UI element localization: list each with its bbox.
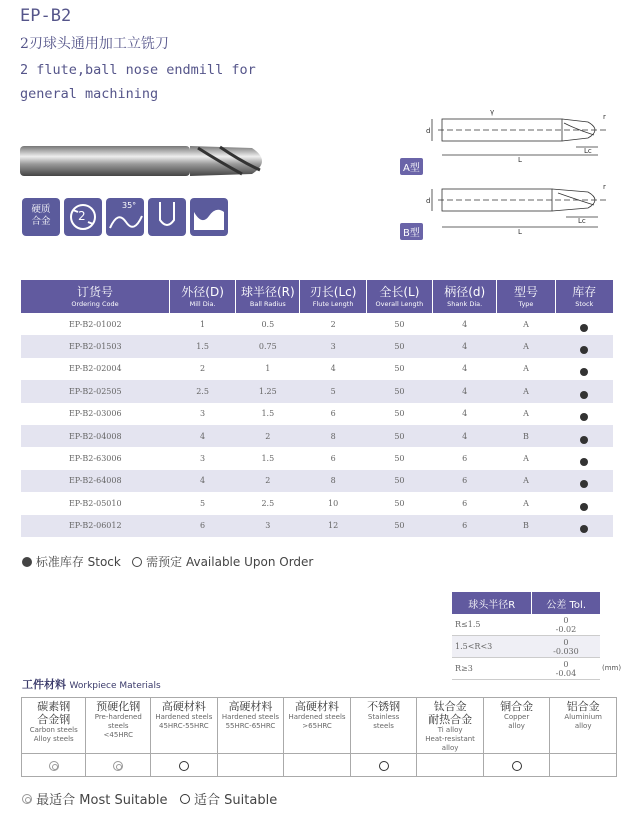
- type-b-label: B型: [400, 223, 423, 240]
- table-cell: 50: [394, 498, 405, 508]
- material-name-en: Copper alloy: [503, 713, 530, 730]
- table-cell: 6: [462, 498, 468, 508]
- table-cell: 6: [462, 454, 468, 464]
- table-cell: [555, 380, 613, 402]
- helix-angle-label: 35°: [122, 201, 137, 210]
- table-cell: 50: [366, 515, 432, 537]
- table-cell: 1.5: [261, 409, 275, 419]
- material-name-cn: 铝合金: [566, 700, 600, 713]
- table-cell: A: [523, 498, 529, 508]
- table-cell: EP-B2-04008: [21, 425, 169, 447]
- material-name-en: Hardened steels >65HRC: [288, 713, 346, 730]
- stock-dot-icon: [580, 368, 588, 376]
- table-cell: [555, 515, 613, 537]
- tol-header-radius: 球头半径R: [452, 592, 532, 614]
- table-cell: 2: [236, 425, 300, 447]
- stock-dot-icon: [580, 413, 588, 421]
- table-cell: EP-B2-01503: [21, 335, 169, 357]
- table-cell: [555, 335, 613, 357]
- table-cell: 3: [200, 409, 206, 419]
- product-table: [21, 280, 613, 537]
- material-header: [417, 698, 484, 754]
- table-cell: 1.5: [261, 454, 275, 464]
- legend-order: 需预定 Available Upon Order: [146, 555, 314, 569]
- material-name-cn: 钛合金 耐热合金: [428, 700, 473, 726]
- table-cell: 1.5: [169, 335, 235, 357]
- material-name-cn: 不锈钢: [367, 700, 401, 713]
- type-a-label: A型: [400, 158, 423, 175]
- material-name-en: Pre-hardened steels <45HRC: [94, 713, 142, 739]
- product-title-cn: 2刃球头通用加工立铣刀: [20, 36, 169, 52]
- material-name-en: Carbon steels Alloy steels: [29, 726, 78, 743]
- material-name-cn: 预硬化钢: [96, 700, 141, 713]
- product-table-header: [21, 280, 613, 313]
- material-header: [151, 698, 218, 754]
- table-cell: EP-B2-02505: [21, 380, 169, 402]
- material-name-cn: 碳素钢 合金钢: [37, 700, 71, 726]
- table-cell: EP-B2-63006: [68, 454, 122, 464]
- tol-row: R≤1.5 0 -0.02: [452, 614, 600, 636]
- table-cell: 50: [366, 425, 432, 447]
- table-cell: 50: [394, 409, 405, 419]
- stock-legend: [22, 553, 313, 570]
- table-cell: 5: [200, 498, 206, 508]
- table-cell: 3: [300, 335, 366, 357]
- table-cell: 3: [236, 515, 300, 537]
- table-row: [21, 403, 613, 425]
- material-name-en: Hardened steels 45HRC-55HRC: [155, 713, 213, 730]
- table-cell: 0.5: [261, 319, 275, 329]
- table-row: [21, 515, 613, 537]
- table-cell: 6: [433, 515, 497, 537]
- col-type: 型号 Type: [497, 280, 555, 313]
- materials-title: 工件材料 Workpiece Materials: [22, 678, 161, 691]
- table-cell: 4: [433, 380, 497, 402]
- table-cell: 8: [300, 470, 366, 492]
- table-cell: A: [523, 409, 529, 419]
- flute-count: 2: [78, 209, 86, 223]
- table-row: [21, 380, 613, 402]
- table-cell: [555, 470, 613, 492]
- table-cell: A: [497, 380, 555, 402]
- table-cell: 3: [200, 454, 206, 464]
- table-cell: [555, 358, 613, 380]
- material-name-en: Stainless steels: [367, 713, 400, 730]
- table-cell: 8: [300, 425, 366, 447]
- materials-table: [21, 697, 617, 777]
- table-cell: B: [497, 515, 555, 537]
- most-suitable-icon: [49, 761, 59, 771]
- product-title-en: 2 flute,ball nose endmill for general machining: [20, 62, 256, 102]
- table-cell: 50: [366, 335, 432, 357]
- col-mill-dia: 外径(D) Mill Dia.: [169, 280, 235, 313]
- table-cell: 4: [169, 470, 235, 492]
- stock-dot-icon: [580, 480, 588, 488]
- technical-drawing: [398, 105, 618, 245]
- stock-dot-icon: [580, 458, 588, 466]
- table-cell: 2: [200, 364, 206, 374]
- table-cell: [555, 492, 613, 514]
- stock-dot-icon: [580, 525, 588, 533]
- table-cell: A: [497, 335, 555, 357]
- table-row: [21, 335, 613, 357]
- table-cell: EP-B2-02004: [68, 364, 122, 374]
- table-row: [21, 358, 613, 380]
- material-header: [22, 698, 86, 754]
- table-row: [21, 470, 613, 492]
- table-cell: 6: [433, 470, 497, 492]
- helix-angle-icon: [106, 198, 144, 236]
- material-suitability: [483, 754, 549, 777]
- table-cell: 2: [330, 319, 336, 329]
- table-cell: 4: [462, 364, 468, 374]
- material-header: [217, 698, 284, 754]
- material-header: [550, 698, 617, 754]
- material-name-cn: 铜合金: [500, 700, 534, 713]
- table-cell: [555, 313, 613, 335]
- tol-row: 1.5<R<3 0 -0.030: [452, 636, 600, 658]
- suitable-icon: [379, 761, 389, 771]
- dim-gamma: γ: [490, 108, 495, 116]
- stock-dot-icon: [580, 346, 588, 354]
- table-cell: EP-B2-64008: [21, 470, 169, 492]
- stock-dot-icon: [580, 324, 588, 332]
- col-ordering-code: 订货号 Ordering Code: [21, 280, 169, 313]
- tolerance-table: [452, 592, 600, 680]
- product-code: EP-B2: [20, 6, 72, 26]
- table-cell: 10: [328, 498, 339, 508]
- table-row: [21, 425, 613, 447]
- material-name-en: Hardened steels 55HRC-65HRC: [221, 713, 279, 730]
- tol-row: R≥3 0 -0.04: [452, 658, 600, 680]
- table-cell: 50: [394, 319, 405, 329]
- material-suitability: [417, 754, 484, 777]
- carbide-icon: 硬质合金: [22, 198, 60, 236]
- table-cell: 0.75: [236, 335, 300, 357]
- table-cell: 2.5: [169, 380, 235, 402]
- most-suitable-icon: [113, 761, 123, 771]
- material-suitability: [151, 754, 218, 777]
- material-suitability: [217, 754, 284, 777]
- table-cell: 6: [169, 515, 235, 537]
- legend-most-suitable: 最适合 Most Suitable: [36, 793, 168, 808]
- dim-r-a: r: [603, 113, 606, 121]
- material-suitability: [22, 754, 86, 777]
- table-cell: 50: [366, 470, 432, 492]
- table-cell: A: [523, 319, 529, 329]
- table-cell: 4: [169, 425, 235, 447]
- table-cell: EP-B2-05010: [68, 498, 122, 508]
- table-row: [21, 447, 613, 469]
- dim-L-a: L: [518, 156, 522, 164]
- table-cell: A: [523, 364, 529, 374]
- endmill-image: [20, 140, 272, 182]
- table-cell: A: [497, 470, 555, 492]
- table-cell: 4: [433, 335, 497, 357]
- table-cell: 2: [236, 470, 300, 492]
- table-cell: 4: [433, 425, 497, 447]
- material-name-cn: 高硬材料: [161, 700, 206, 713]
- material-suitability: [350, 754, 417, 777]
- material-header: [483, 698, 549, 754]
- stock-dot-icon: [580, 503, 588, 511]
- two-flute-icon: [64, 198, 102, 236]
- stock-dot-icon: [580, 436, 588, 444]
- suitability-legend: [22, 789, 277, 808]
- dim-d-b: d: [426, 197, 431, 205]
- material-name-en: Ti alloy Heat-resistant alloy: [425, 726, 475, 752]
- table-row: [21, 492, 613, 514]
- table-cell: 50: [394, 454, 405, 464]
- stock-dot-icon: [22, 557, 32, 567]
- col-overall-length: 全长(L) Overall Length: [366, 280, 432, 313]
- table-cell: 6: [330, 409, 336, 419]
- dim-d-a: d: [426, 127, 431, 135]
- table-cell: B: [497, 425, 555, 447]
- material-suitability: [284, 754, 351, 777]
- dim-r-b: r: [603, 183, 606, 191]
- table-cell: 4: [330, 364, 336, 374]
- material-suitability: [86, 754, 151, 777]
- suitable-icon: [180, 794, 190, 804]
- unit-label: (mm): [602, 664, 622, 672]
- order-circle-icon: [132, 557, 142, 567]
- col-ball-radius: 球半径(R) Ball Radius: [236, 280, 300, 313]
- table-cell: [555, 447, 613, 469]
- table-cell: EP-B2-01002: [68, 319, 122, 329]
- profile-milling-icon: [190, 198, 228, 236]
- stock-dot-icon: [580, 391, 588, 399]
- col-shank-dia: 柄径(d) Shank Dia.: [433, 280, 497, 313]
- table-cell: 4: [462, 409, 468, 419]
- ball-nose-icon: [148, 198, 186, 236]
- suitable-icon: [512, 761, 522, 771]
- table-cell: [555, 425, 613, 447]
- material-suitability: [550, 754, 617, 777]
- dim-Lc-b: Lc: [578, 217, 586, 225]
- table-row: [21, 313, 613, 335]
- most-suitable-icon: [22, 794, 32, 804]
- table-cell: [555, 403, 613, 425]
- material-header: [284, 698, 351, 754]
- table-cell: EP-B2-06012: [21, 515, 169, 537]
- legend-suitable: 适合 Suitable: [194, 793, 278, 808]
- col-stock: 库存 Stock: [555, 280, 613, 313]
- dim-Lc-a: Lc: [584, 147, 592, 155]
- material-name-cn: 高硬材料: [228, 700, 273, 713]
- table-cell: EP-B2-03006: [68, 409, 122, 419]
- table-cell: 5: [300, 380, 366, 402]
- table-cell: A: [523, 454, 529, 464]
- material-header: [350, 698, 417, 754]
- table-cell: 6: [330, 454, 336, 464]
- dim-L-b: L: [518, 228, 522, 236]
- table-cell: 2.5: [261, 498, 275, 508]
- table-cell: 50: [366, 380, 432, 402]
- table-cell: 1: [200, 319, 206, 329]
- tol-header-tol: 公差 Tol.: [532, 592, 600, 614]
- table-cell: 4: [462, 319, 468, 329]
- table-cell: 1.25: [236, 380, 300, 402]
- table-cell: 50: [394, 364, 405, 374]
- col-flute-length: 刃长(Lc) Flute Length: [300, 280, 366, 313]
- table-cell: 1: [265, 364, 271, 374]
- material-name-en: Aluminium alloy: [564, 713, 602, 730]
- suitable-icon: [179, 761, 189, 771]
- table-cell: 12: [300, 515, 366, 537]
- legend-stock: 标准库存 Stock: [35, 555, 121, 569]
- material-header: [86, 698, 151, 754]
- material-name-cn: 高硬材料: [295, 700, 340, 713]
